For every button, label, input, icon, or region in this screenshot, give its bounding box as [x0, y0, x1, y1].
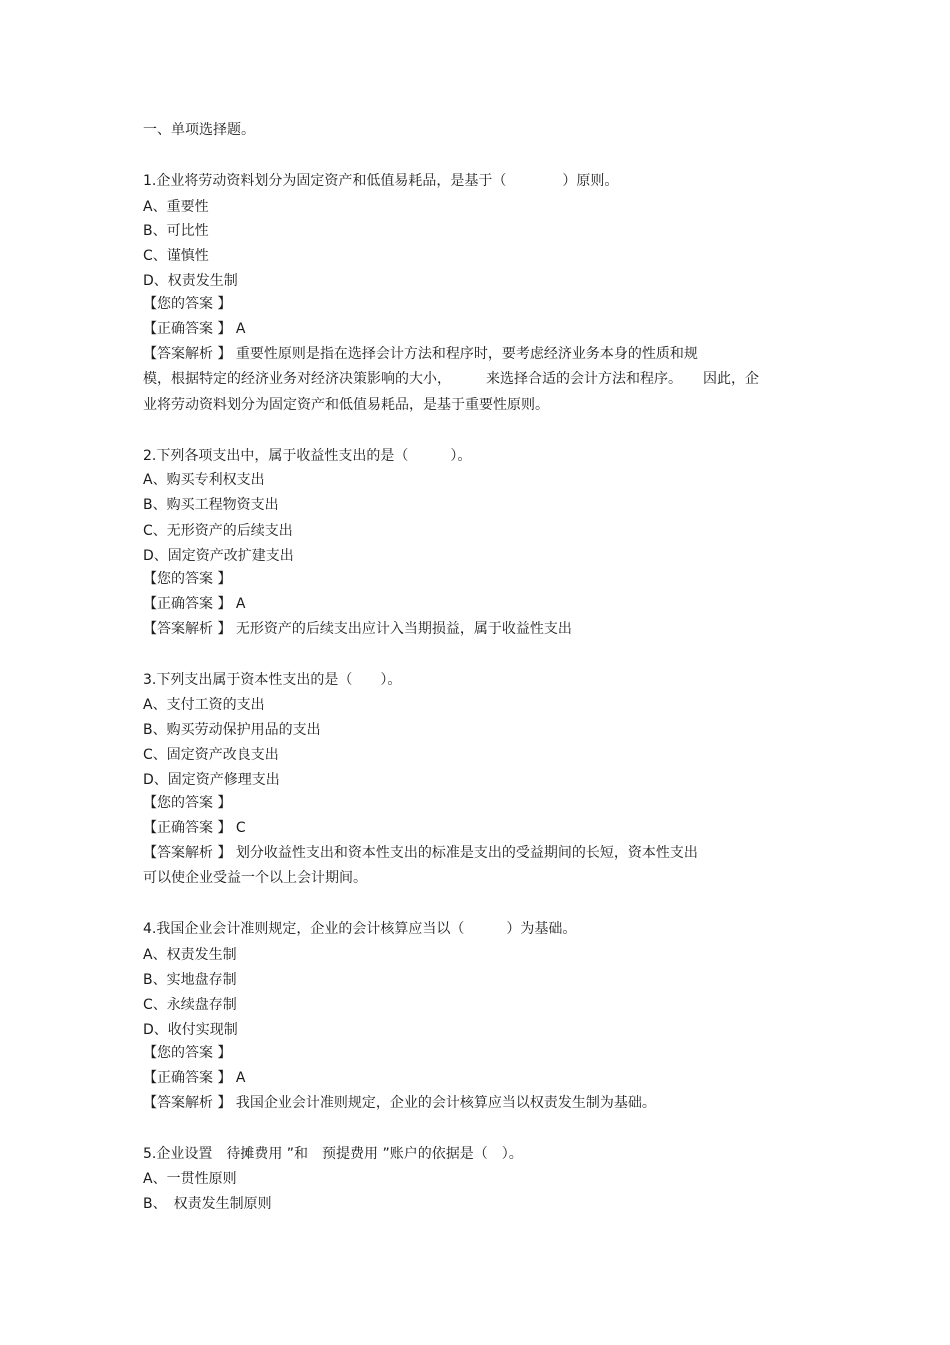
question-4-stem: 4.我国企业会计准则规定，企业的会计核算应当以（ ）为基础。 [143, 921, 577, 937]
question-3-option-d: D、固定资产修理支出 [143, 772, 280, 788]
section-title: 一、单项选择题。 [143, 122, 255, 138]
question-4-your-answer: 【您的答案 】 [143, 1045, 232, 1061]
question-3-option-a: A、支付工资的支出 [143, 697, 265, 713]
question-4-option-c: C、永续盘存制 [143, 997, 237, 1013]
question-3-option-b: B、购买劳动保护用品的支出 [143, 722, 321, 738]
question-1-option-b: B、可比性 [143, 223, 209, 239]
question-4-analysis-line-1: 【答案解析 】 我国企业会计准则规定，企业的会计核算应当以权责发生制为基础。 [143, 1095, 656, 1111]
question-3-your-answer: 【您的答案 】 [143, 795, 232, 811]
question-3-analysis-line-2: 可以使企业受益一个以上会计期间。 [143, 870, 367, 886]
question-2-correct-answer: 【正确答案 】 A [143, 596, 246, 612]
question-1-option-a: A、重要性 [143, 199, 209, 215]
question-3-analysis-line-1: 【答案解析 】 划分收益性支出和资本性支出的标准是支出的受益期间的长短，资本性支出 [143, 845, 698, 861]
question-4-option-d: D、收付实现制 [143, 1022, 238, 1038]
question-1-analysis-line-1: 【答案解析 】 重要性原则是指在选择会计方法和程序时，要考虑经济业务本身的性质和规 [143, 346, 698, 362]
question-3-correct-answer: 【正确答案 】 C [143, 820, 246, 836]
question-2-analysis-line-1: 【答案解析 】 无形资产的后续支出应计入当期损益，属于收益性支出 [143, 621, 572, 637]
question-1-option-c: C、谨慎性 [143, 248, 209, 264]
question-5-option-b: B、 权责发生制原则 [143, 1196, 272, 1212]
question-1-correct-answer: 【正确答案 】 A [143, 321, 246, 337]
question-1-analysis-line-3: 业将劳动资料划分为固定资产和低值易耗品，是基于重要性原则。 [143, 397, 549, 413]
question-1-your-answer: 【您的答案 】 [143, 296, 232, 312]
question-2-your-answer: 【您的答案 】 [143, 571, 232, 587]
question-1-stem: 1.企业将劳动资料划分为固定资产和低值易耗品，是基于（ ）原则。 [143, 173, 619, 189]
question-1-analysis-line-2: 模，根据特定的经济业务对经济决策影响的大小， 来选择合适的会计方法和程序。 因此，企 [143, 371, 759, 387]
question-4-option-b: B、实地盘存制 [143, 972, 237, 988]
question-5-option-a: A、一贯性原则 [143, 1171, 237, 1187]
question-2-option-c: C、无形资产的后续支出 [143, 523, 293, 539]
question-1-option-d: D、权责发生制 [143, 273, 238, 289]
question-4-correct-answer: 【正确答案 】 A [143, 1070, 246, 1086]
question-4-option-a: A、权责发生制 [143, 947, 237, 963]
question-5-stem: 5.企业设置 待摊费用 ”和 预提费用 ”账户的依据是（ ）。 [143, 1146, 523, 1162]
question-2-option-a: A、购买专利权支出 [143, 472, 265, 488]
question-3-stem: 3.下列支出属于资本性支出的是（ ）。 [143, 672, 402, 688]
question-2-stem: 2.下列各项支出中，属于收益性支出的是（ ）。 [143, 448, 472, 464]
question-2-option-b: B、购买工程物资支出 [143, 497, 279, 513]
question-3-option-c: C、固定资产改良支出 [143, 747, 279, 763]
question-2-option-d: D、固定资产改扩建支出 [143, 548, 294, 564]
